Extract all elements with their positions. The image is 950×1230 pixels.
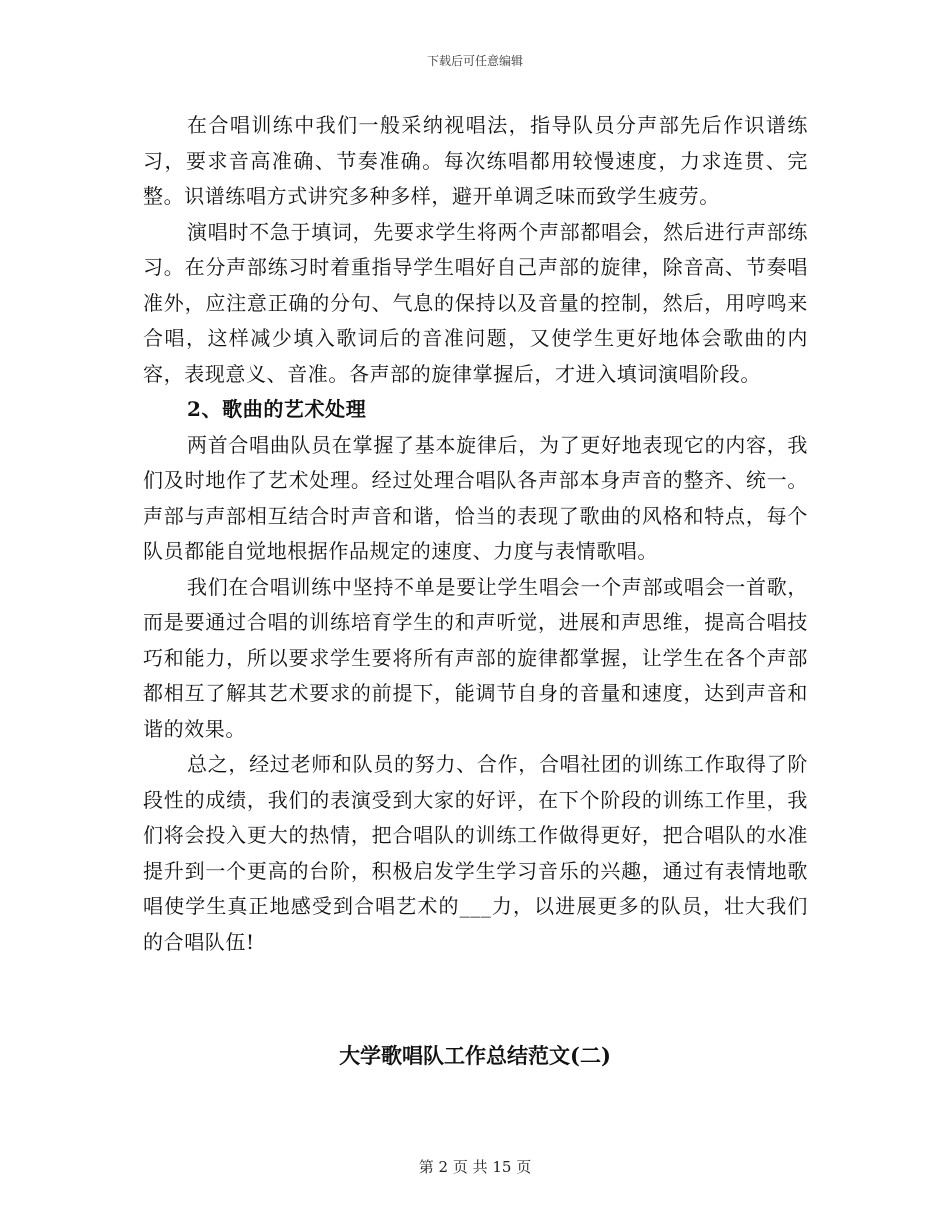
paragraph: 在合唱训练中我们一般采纳视唱法，指导队员分声部先后作识谱练习，要求音高准确、节奏准确。每次练唱都用较慢速度，力求连贯、完整。识谱练唱方式讲究多种多样，避开单调乏味而致学生疲劳。 — [143, 113, 808, 208]
page-footer: 第 2 页 共 15 页 — [418, 1158, 532, 1176]
header-note: 下载后可任意编辑 — [426, 54, 523, 68]
paragraph: 我们在合唱训练中坚持不单是要让学生唱会一个声部或唱会一首歌，而是要通过合唱的训练培育学生的和声听觉，进展和声思维，提高合唱技巧和能力，所以要求学生要将所有声部的旋律都掌握，让学生在各个声部都相互了解其艺术要求的前提下，能调节自身的音量和速度，达到声音和谐的效果。 — [143, 574, 808, 741]
subheading: 2、歌曲的艺术处理 — [187, 397, 367, 421]
section-title: 大学歌唱队工作总结范文(二) — [339, 1043, 611, 1068]
paragraph: 两首合唱曲队员在掌握了基本旋律后，为了更好地表现它的内容，我们及时地作了艺术处理。经过处理合唱队各声部本身声音的整齐、统一。声部与声部相互结合时声音和谐，恰当的表现了歌曲的风格和特点，每个队员都能自觉地根据作品规定的速度、力度与表情歌唱。 — [143, 432, 808, 563]
paragraph: 总之，经过老师和队员的努力、合作，合唱社团的训练工作取得了阶段性的成绩，我们的表演受到大家的好评，在下个阶段的训练工作里，我们将会投入更大的热情，把合唱队的训练工作做得更好，把合唱队的水准提升到一个更高的台阶，积极启发学生学习音乐的兴趣，通过有表情地歌唱使学生真正地感受到合唱艺术的___力，以进展更多的队员，壮大我们的合唱队伍! — [143, 752, 808, 954]
document-body — [143, 108, 808, 960]
paragraph: 演唱时不急于填词，先要求学生将两个声部都唱会，然后进行声部练习。在分声部练习时着重指导学生唱好自己声部的旋律，除音高、节奏唱准外，应注意正确的分句、气息的保持以及音量的控制，然后，用哼鸣来合唱，这样减少填入歌词后的音准问题，又使学生更好地体会歌曲的内容，表现意义、音准。各声部的旋律掌握后，才进入填词演唱阶段。 — [143, 219, 808, 386]
